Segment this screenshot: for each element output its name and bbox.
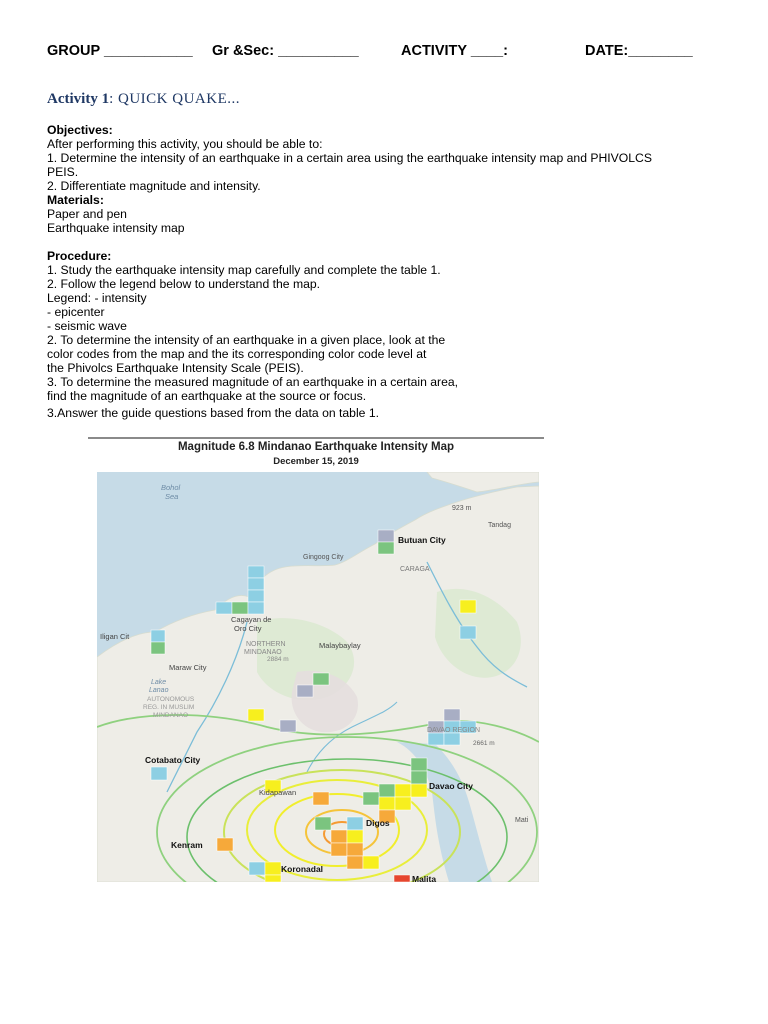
procedure-line: 1. Study the earthquake intensity map carefully and complete the table 1. [47, 263, 441, 277]
intensity-marker [331, 843, 347, 856]
city-label: Iligan Cit [100, 632, 130, 641]
elevation-label: 2884 m [267, 656, 289, 663]
city-label: Digos [366, 818, 390, 828]
map-title: Magnitude 6.8 Mindanao Earthquake Intensity Map [177, 441, 455, 453]
intensity-marker [217, 838, 233, 851]
material-item: Earthquake intensity map [47, 221, 185, 235]
city-label: Cagayan de [231, 615, 272, 624]
objectives-intro: After performing this activity, you should be able to: [47, 137, 323, 151]
region-label: AUTONOMOUS [147, 696, 195, 703]
intensity-marker [297, 685, 313, 697]
intensity-marker [411, 771, 427, 784]
region-label: CARAGA [400, 566, 430, 573]
city-label: Malaybaylay [319, 641, 361, 650]
intensity-marker [411, 758, 427, 771]
intensity-marker [378, 542, 394, 554]
material-item: Paper and pen [47, 207, 127, 221]
city-label: Malita [412, 874, 437, 882]
objective-item-1: 1. Determine the intensity of an earthquake in a certain area using the earthquake intensity map and PHIVOLCS [47, 151, 652, 165]
intensity-marker [313, 673, 329, 685]
region-label: NORTHERN [246, 641, 286, 648]
intensity-marker [248, 578, 264, 590]
procedure-line: find the magnitude of an earthquake at the source or focus. [47, 389, 367, 403]
intensity-marker [265, 862, 281, 875]
date-field: DATE:________ [585, 43, 693, 59]
intensity-marker [428, 733, 444, 745]
intensity-marker [363, 856, 379, 869]
intensity-marker [249, 862, 265, 875]
procedure-line: - epicenter [47, 305, 105, 319]
activity-number-field: ACTIVITY ____: [401, 43, 508, 59]
city-label: Cotabato City [145, 755, 201, 765]
objectives-heading: Objectives: [47, 123, 113, 137]
intensity-marker [347, 817, 363, 830]
intensity-marker [444, 709, 460, 721]
procedure-line: 2. To determine the intensity of an earthquake in a given place, look at the [47, 333, 446, 347]
intensity-marker [151, 630, 165, 642]
activity-title-prefix: Activity 1 [47, 91, 110, 107]
procedure-line: Legend: - intensity [47, 291, 147, 305]
intensity-marker [378, 530, 394, 542]
city-label: Davao City [429, 781, 473, 791]
intensity-marker [444, 733, 460, 745]
objective-item-2: 2. Differentiate magnitude and intensity. [47, 179, 261, 193]
intensity-marker [460, 626, 476, 639]
procedure-heading: Procedure: [47, 249, 112, 263]
city-label: Kidapawan [259, 788, 297, 797]
sea-label: Bohol [161, 483, 181, 492]
elevation-label: 2661 m [473, 740, 495, 747]
objective-item-1-cont: PEIS. [47, 165, 79, 179]
activity-title [47, 91, 240, 108]
region-label: MINDANAO [153, 712, 189, 719]
intensity-marker [313, 792, 329, 805]
map-date: December 15, 2019 [273, 456, 359, 467]
intensity-marker [232, 602, 248, 614]
city-label: Gingoog City [303, 554, 344, 561]
sea-label: Sea [165, 492, 179, 501]
intensity-marker [347, 856, 363, 869]
intensity-marker [151, 642, 165, 654]
city-label: Mati [515, 817, 529, 824]
city-label: Maraw City [169, 663, 207, 672]
intensity-marker [216, 602, 232, 614]
intensity-map-figure [88, 434, 544, 882]
intensity-marker [379, 784, 395, 797]
activity-body [47, 123, 727, 420]
intensity-map [97, 472, 539, 882]
procedure-line: - seismic wave [47, 319, 127, 333]
intensity-marker [248, 602, 264, 614]
elevation-label: 923 m [452, 505, 472, 512]
intensity-marker [315, 817, 331, 830]
intensity-marker [363, 792, 379, 805]
intensity-marker [460, 600, 476, 613]
intensity-marker [265, 875, 281, 882]
intensity-marker [331, 830, 347, 843]
materials-heading: Materials: [47, 193, 104, 207]
city-label: Butuan City [398, 535, 446, 545]
intensity-marker [394, 875, 410, 882]
activity-header [0, 43, 768, 63]
procedure-line: color codes from the map and the its corresponding color code level at [47, 347, 427, 361]
city-label: Tandag [488, 522, 511, 529]
intensity-marker [379, 797, 395, 810]
intensity-marker [151, 767, 167, 780]
intensity-marker [411, 784, 427, 797]
city-label: Koronadal [281, 864, 324, 874]
lake-label: Lanao [149, 687, 169, 694]
intensity-marker [248, 566, 264, 578]
procedure-line: 3. To determine the measured magnitude of an earthquake in a certain area, [47, 375, 459, 389]
procedure-line: 2. Follow the legend below to understand the map. [47, 277, 321, 291]
region-label: DAVAO REGION [427, 727, 481, 734]
region-label: REG. IN MUSLIM [143, 704, 195, 711]
procedure-line: 3.Answer the guide questions based from the data on table 1. [47, 406, 379, 420]
intensity-marker [248, 590, 264, 602]
lake-label: Lake [151, 679, 167, 686]
intensity-marker [347, 843, 363, 856]
grade-section-field: Gr &Sec: __________ [212, 43, 359, 59]
intensity-marker [280, 720, 296, 732]
group-field: GROUP ___________ [47, 43, 193, 59]
city-label: Kenram [171, 840, 203, 850]
intensity-marker [248, 709, 264, 721]
activity-title-name: : QUICK QUAKE... [109, 91, 240, 107]
intensity-marker [395, 797, 411, 810]
region-label: MINDANAO [244, 649, 282, 656]
city-label: Oro City [234, 624, 262, 633]
intensity-marker [395, 784, 411, 797]
procedure-line: the Phivolcs Earthquake Intensity Scale (PEIS). [47, 361, 304, 375]
intensity-marker [347, 830, 363, 843]
map-top-rule [88, 437, 544, 439]
